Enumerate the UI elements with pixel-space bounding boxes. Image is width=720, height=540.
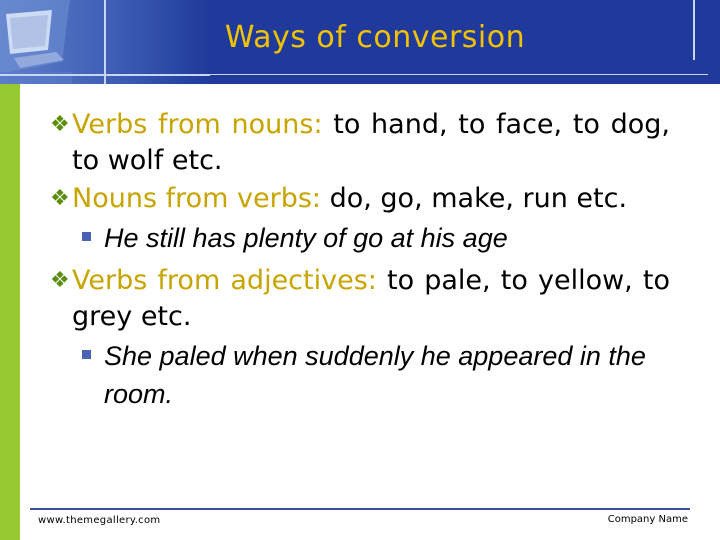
slide-title: Ways of conversion [224, 20, 526, 55]
bullet-text: to pale, to yellow, to grey etc. [72, 265, 670, 332]
diamond-bullet-icon: ❖ [50, 268, 70, 293]
bullet-item [50, 107, 670, 179]
bullet-label: Verbs from nouns: [72, 109, 323, 140]
slide-content [50, 107, 670, 419]
bullet-text: do, go, make, run etc. [321, 183, 628, 214]
footer-website: www.themegallery.com [38, 515, 161, 526]
bullet-text: to hand, to face, to dog, to wolf etc. [72, 109, 670, 176]
sub-bullet-item [50, 219, 670, 257]
diamond-bullet-icon: ❖ [50, 186, 70, 211]
example-sentence: He still has plenty of go at his age [104, 223, 508, 253]
header-divider [693, 0, 695, 60]
bullet-label: Nouns from verbs: [72, 183, 321, 214]
footer-company: Company Name [607, 514, 688, 525]
header-line [108, 74, 708, 75]
square-bullet-icon [82, 350, 91, 359]
left-accent-bar [0, 84, 20, 540]
header-divider [104, 0, 106, 84]
sub-bullet-item [50, 337, 670, 413]
diamond-bullet-icon: ❖ [50, 112, 70, 137]
bullet-item [50, 263, 670, 335]
example-sentence: She paled when suddenly he appeared in the room. [104, 341, 646, 409]
header-band [0, 0, 720, 84]
footer-divider [30, 508, 690, 510]
bullet-item [50, 181, 670, 217]
bullet-label: Verbs from adjectives: [72, 265, 377, 296]
square-bullet-icon [82, 232, 91, 241]
